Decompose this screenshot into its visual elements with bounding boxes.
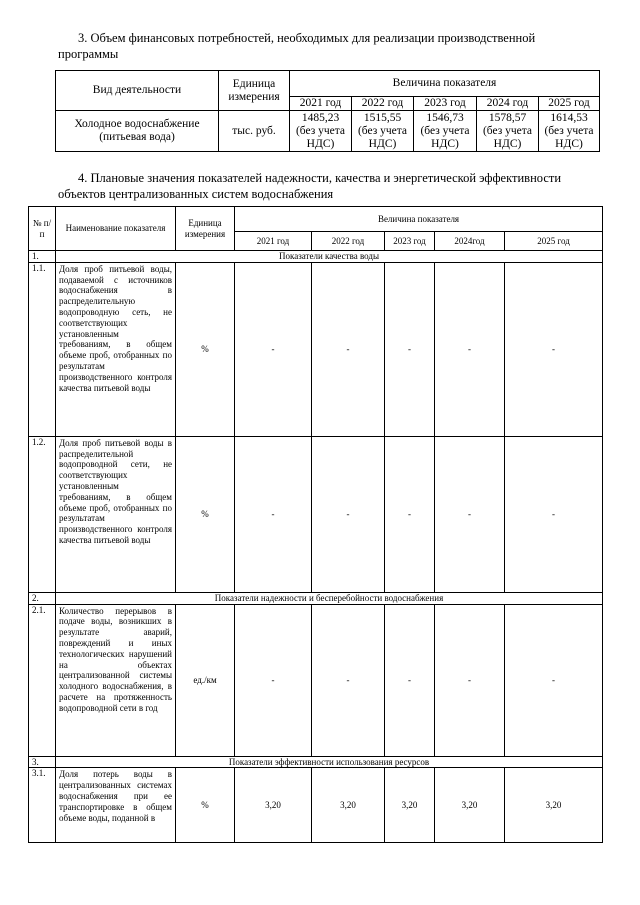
indicator-name: Доля проб питьевой воды, подаваемой с источников водоснабжения в распределительную водопроводную сеть, не соответствующих установленным требованиям, в общем объеме проб, отобранных по результатам производственного контроля качества питьевой воды — [56, 262, 176, 436]
col-activity-header: Вид деятельности — [56, 71, 219, 111]
col-name-header: Наименование показателя — [56, 207, 176, 251]
unit-cell: тыс. руб. — [219, 111, 290, 152]
year-header: 2025 год — [539, 97, 600, 111]
value-cell: - — [235, 436, 312, 592]
value-cell: - — [435, 436, 505, 592]
year-header: 2021 год — [235, 232, 312, 251]
col-value-header: Величина показателя — [235, 207, 603, 232]
row-num: 2.1. — [29, 604, 56, 756]
group-num: 1. — [29, 251, 56, 263]
value-cell: - — [312, 262, 385, 436]
value-cell: - — [505, 436, 603, 592]
indicator-unit: % — [176, 768, 235, 843]
year-header: 2025 год — [505, 232, 603, 251]
value-cell: 3,20 — [505, 768, 603, 843]
year-header: 2021 год — [290, 97, 352, 111]
col-num-header: № п/п — [29, 207, 56, 251]
group-num: 2. — [29, 592, 56, 604]
row-num: 1.1. — [29, 262, 56, 436]
activity-cell: Холодное водоснабжение (питьевая вода) — [56, 111, 219, 152]
year-header: 2022 год — [312, 232, 385, 251]
value-cell: - — [235, 604, 312, 756]
financial-needs-table — [55, 70, 600, 152]
value-cell: 1515,55 (без учета НДС) — [352, 111, 414, 152]
indicator-unit: % — [176, 262, 235, 436]
year-header: 2023 год — [385, 232, 435, 251]
group-num: 3. — [29, 756, 56, 768]
col-value-header: Величина показателя — [290, 71, 600, 97]
value-cell: - — [312, 604, 385, 756]
year-header: 2024 год — [477, 97, 539, 111]
group-title: Показатели качества воды — [56, 251, 603, 263]
section-3-title: 3. Объем финансовых потребностей, необходимых для реализации производственной программы — [58, 31, 536, 61]
indicator-name: Доля потерь воды в централизованных системах водоснабжения при ее транспортировке в общем объеме воды, поданной в — [56, 768, 176, 843]
value-cell: - — [385, 436, 435, 592]
value-cell: - — [435, 262, 505, 436]
indicator-unit: ед./км — [176, 604, 235, 756]
value-cell: - — [435, 604, 505, 756]
value-cell: 3,20 — [235, 768, 312, 843]
indicator-name: Количество перерывов в подаче воды, возникших в результате аварий, повреждений и иных технологических нарушений на объектах централизованной системы холодного водоснабжения, в расчете на протяженность водопроводной сети в год — [56, 604, 176, 756]
group-title: Показатели надежности и бесперебойности водоснабжения — [56, 592, 603, 604]
group-title: Показатели эффективности использования ресурсов — [56, 756, 603, 768]
value-cell: 3,20 — [385, 768, 435, 843]
row-num: 1.2. — [29, 436, 56, 592]
value-cell: 1546,73 (без учета НДС) — [414, 111, 477, 152]
value-cell: 1485,23 (без учета НДС) — [290, 111, 352, 152]
value-cell: - — [385, 604, 435, 756]
value-cell: - — [312, 436, 385, 592]
value-cell: - — [505, 604, 603, 756]
value-cell: 3,20 — [312, 768, 385, 843]
indicators-table — [28, 206, 603, 843]
value-cell: 1578,57 (без учета НДС) — [477, 111, 539, 152]
year-header: 2022 год — [352, 97, 414, 111]
value-cell: - — [505, 262, 603, 436]
section-4-title: 4. Плановые значения показателей надежности, качества и энергетической эффективности объектов централизованных систем водоснабжения — [58, 171, 562, 201]
indicator-name: Доля проб питьевой воды в распределительной водопроводной сети, не соответствующих установленным требованиям, в общем объеме проб, отобранных по результатам производственного контроля качества питьевой воды — [56, 436, 176, 592]
value-cell: 1614,53 (без учета НДС) — [539, 111, 600, 152]
row-num: 3.1. — [29, 768, 56, 843]
value-cell: - — [235, 262, 312, 436]
col-unit-header: Единица измерения — [176, 207, 235, 251]
year-header: 2023 год — [414, 97, 477, 111]
value-cell: - — [385, 262, 435, 436]
col-unit-header: Единица измерения — [219, 71, 290, 111]
value-cell: 3,20 — [435, 768, 505, 843]
indicator-unit: % — [176, 436, 235, 592]
year-header: 2024год — [435, 232, 505, 251]
